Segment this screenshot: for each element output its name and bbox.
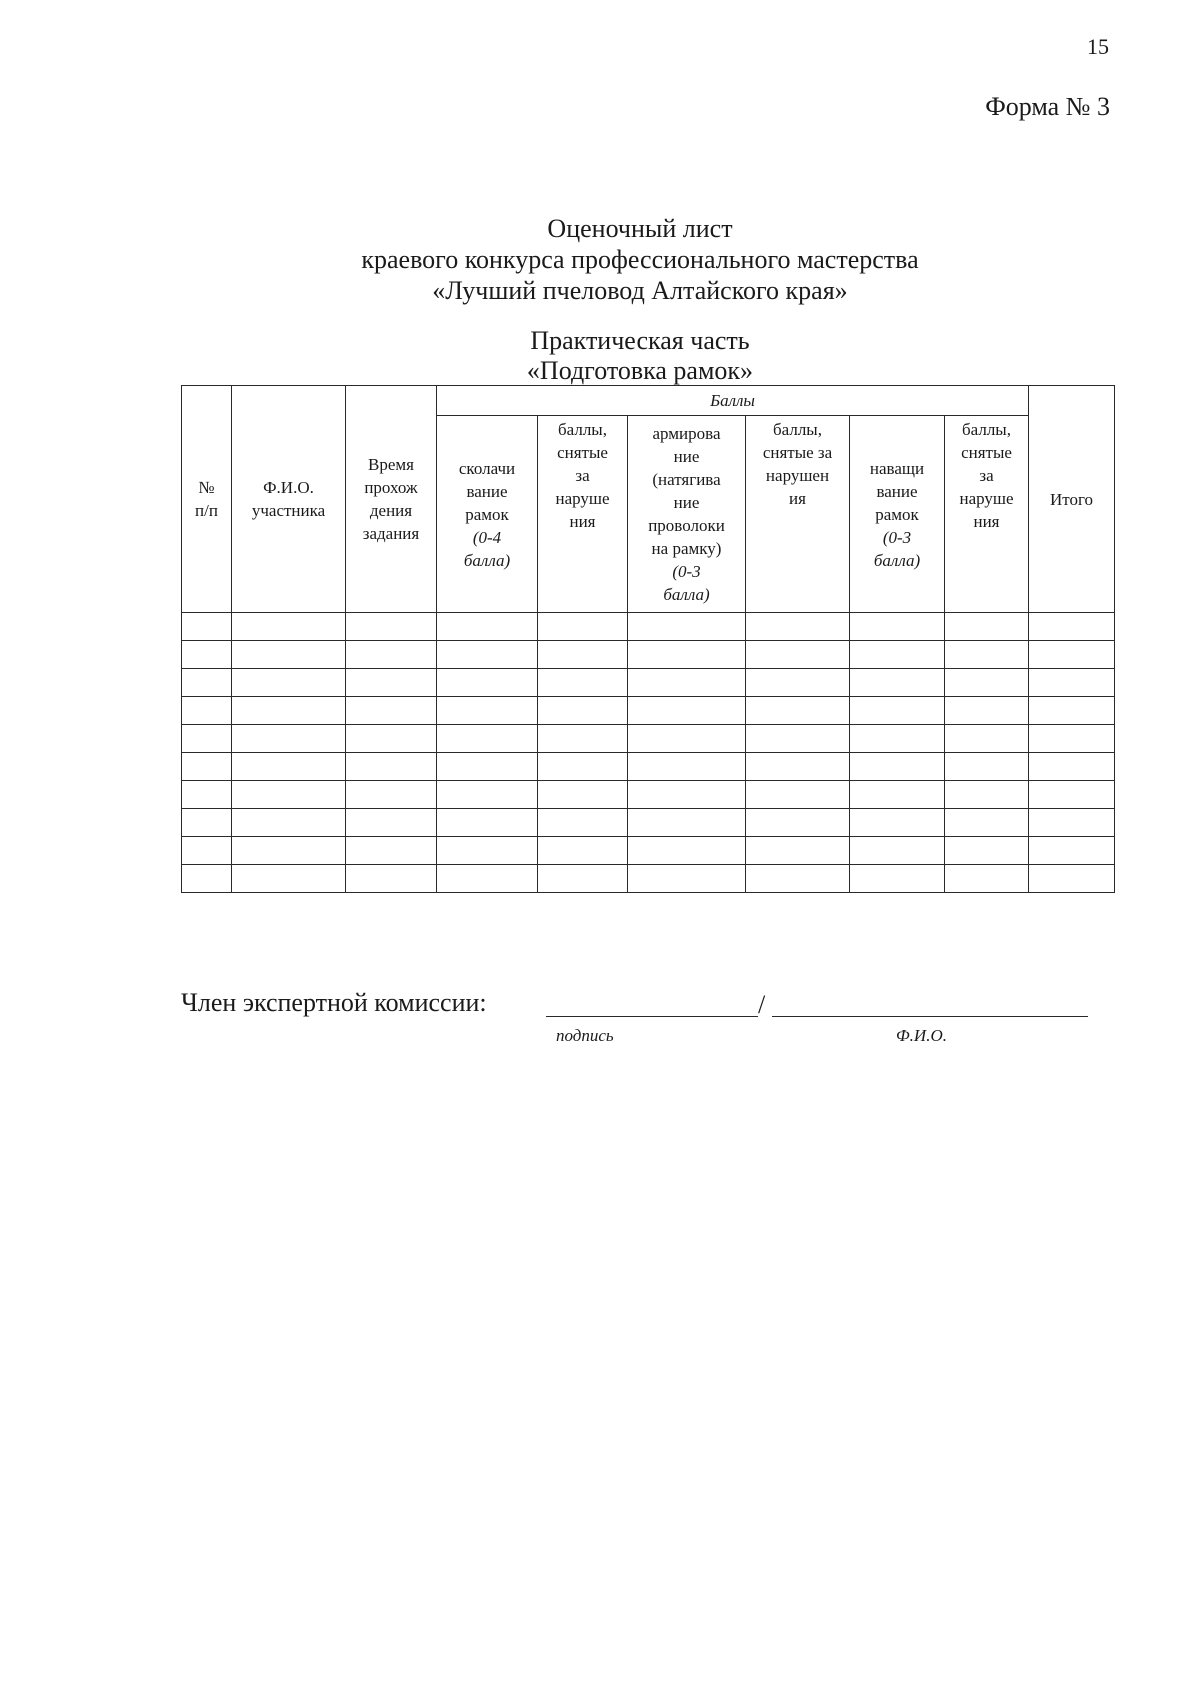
table-cell[interactable] bbox=[538, 865, 628, 893]
table-cell[interactable] bbox=[437, 865, 538, 893]
table-cell[interactable] bbox=[437, 753, 538, 781]
table-cell[interactable] bbox=[538, 781, 628, 809]
table-cell[interactable] bbox=[182, 865, 232, 893]
table-cell[interactable] bbox=[538, 641, 628, 669]
table-cell[interactable] bbox=[746, 669, 850, 697]
table-cell[interactable] bbox=[850, 865, 945, 893]
subtitle-line-1: Практическая часть bbox=[530, 326, 750, 355]
table-cell[interactable] bbox=[628, 613, 746, 641]
table-cell[interactable] bbox=[346, 613, 437, 641]
table-cell[interactable] bbox=[1029, 641, 1115, 669]
table-cell[interactable] bbox=[182, 753, 232, 781]
table-cell[interactable] bbox=[437, 837, 538, 865]
table-cell[interactable] bbox=[232, 837, 346, 865]
score-table-body bbox=[182, 613, 1115, 893]
table-cell[interactable] bbox=[746, 837, 850, 865]
table-cell[interactable] bbox=[346, 837, 437, 865]
table-cell[interactable] bbox=[746, 809, 850, 837]
table-cell[interactable] bbox=[182, 641, 232, 669]
table-cell[interactable] bbox=[346, 697, 437, 725]
header-participant-name: Ф.И.О. участника bbox=[232, 386, 346, 613]
table-cell[interactable] bbox=[628, 753, 746, 781]
table-cell[interactable] bbox=[437, 781, 538, 809]
table-cell[interactable] bbox=[538, 837, 628, 865]
signature-separator: / bbox=[758, 990, 766, 1019]
table-cell[interactable] bbox=[538, 697, 628, 725]
table-cell[interactable] bbox=[232, 641, 346, 669]
table-cell[interactable] bbox=[628, 837, 746, 865]
table-cell[interactable] bbox=[850, 837, 945, 865]
table-cell[interactable] bbox=[232, 809, 346, 837]
table-cell[interactable] bbox=[437, 669, 538, 697]
title-line-3: «Лучший пчеловод Алтайского края» bbox=[432, 276, 848, 305]
table-cell[interactable] bbox=[1029, 865, 1115, 893]
table-cell[interactable] bbox=[628, 865, 746, 893]
table-cell[interactable] bbox=[437, 725, 538, 753]
title-line-1: Оценочный лист bbox=[547, 214, 733, 243]
table-row bbox=[182, 613, 1115, 641]
table-cell[interactable] bbox=[1029, 697, 1115, 725]
table-cell[interactable] bbox=[232, 613, 346, 641]
table-cell[interactable] bbox=[232, 725, 346, 753]
header-penalty-1: баллы, снятые за наруше ния bbox=[538, 416, 628, 613]
table-cell[interactable] bbox=[232, 753, 346, 781]
header-frame-wiring: армирова ние (натягива ние проволоки на рамку) (0-3 балла) bbox=[628, 416, 746, 613]
table-cell[interactable] bbox=[628, 641, 746, 669]
table-cell[interactable] bbox=[437, 641, 538, 669]
page-number: 15 bbox=[1087, 34, 1109, 59]
table-cell[interactable] bbox=[850, 809, 945, 837]
table-cell[interactable] bbox=[850, 613, 945, 641]
table-cell[interactable] bbox=[746, 753, 850, 781]
table-cell[interactable] bbox=[746, 865, 850, 893]
table-cell[interactable] bbox=[1029, 613, 1115, 641]
table-cell[interactable] bbox=[945, 809, 1029, 837]
name-caption: Ф.И.О. bbox=[896, 1026, 947, 1045]
form-label: Форма № 3 bbox=[985, 92, 1110, 121]
document-title bbox=[290, 213, 990, 306]
subtitle-line-2: «Подготовка рамок» bbox=[526, 356, 754, 385]
section-subtitle bbox=[440, 326, 840, 386]
table-cell[interactable] bbox=[182, 837, 232, 865]
table-cell[interactable] bbox=[850, 725, 945, 753]
table-cell[interactable] bbox=[1029, 837, 1115, 865]
table-cell[interactable] bbox=[346, 809, 437, 837]
table-cell[interactable] bbox=[945, 641, 1029, 669]
table-row bbox=[182, 809, 1115, 837]
table-cell[interactable] bbox=[945, 781, 1029, 809]
table-row bbox=[182, 837, 1115, 865]
title-line-2: краевого конкурса профессионального мастерства bbox=[361, 245, 919, 274]
table-cell[interactable] bbox=[1029, 781, 1115, 809]
header-total: Итого bbox=[1029, 386, 1115, 613]
table-cell[interactable] bbox=[945, 753, 1029, 781]
table-cell[interactable] bbox=[346, 865, 437, 893]
header-scores-group: Баллы bbox=[437, 386, 1029, 416]
table-cell[interactable] bbox=[945, 725, 1029, 753]
table-cell[interactable] bbox=[538, 753, 628, 781]
table-cell[interactable] bbox=[945, 837, 1029, 865]
table-row bbox=[182, 865, 1115, 893]
header-penalty-3: баллы, снятые за наруше ния bbox=[945, 416, 1029, 613]
header-penalty-2: баллы, снятые за нарушен ия bbox=[746, 416, 850, 613]
signature-line[interactable] bbox=[546, 990, 758, 1017]
table-cell[interactable] bbox=[850, 753, 945, 781]
table-cell[interactable] bbox=[746, 697, 850, 725]
table-cell[interactable] bbox=[538, 669, 628, 697]
table-cell[interactable] bbox=[232, 669, 346, 697]
table-cell[interactable] bbox=[346, 781, 437, 809]
signature-caption: подпись bbox=[556, 1026, 614, 1045]
table-cell[interactable] bbox=[437, 697, 538, 725]
table-cell[interactable] bbox=[538, 613, 628, 641]
table-cell[interactable] bbox=[346, 669, 437, 697]
header-time: Время прохож дения задания bbox=[346, 386, 437, 613]
table-cell[interactable] bbox=[850, 781, 945, 809]
table-cell[interactable] bbox=[850, 697, 945, 725]
table-cell[interactable] bbox=[628, 669, 746, 697]
table-cell[interactable] bbox=[945, 865, 1029, 893]
table-row bbox=[182, 641, 1115, 669]
table-row bbox=[182, 753, 1115, 781]
table-cell[interactable] bbox=[346, 725, 437, 753]
header-frame-assembly: сколачи вание рамок (0-4 балла) bbox=[437, 416, 538, 613]
table-cell[interactable] bbox=[346, 753, 437, 781]
table-cell[interactable] bbox=[346, 641, 437, 669]
table-cell[interactable] bbox=[1029, 753, 1115, 781]
table-cell[interactable] bbox=[538, 725, 628, 753]
table-row bbox=[182, 781, 1115, 809]
table-cell[interactable] bbox=[1029, 809, 1115, 837]
table-cell[interactable] bbox=[232, 781, 346, 809]
table-cell[interactable] bbox=[182, 809, 232, 837]
table-cell[interactable] bbox=[182, 781, 232, 809]
table-cell[interactable] bbox=[1029, 725, 1115, 753]
header-number: № п/п bbox=[182, 386, 232, 613]
table-cell[interactable] bbox=[628, 697, 746, 725]
table-cell[interactable] bbox=[182, 725, 232, 753]
table-cell[interactable] bbox=[746, 613, 850, 641]
table-cell[interactable] bbox=[746, 781, 850, 809]
table-row bbox=[182, 669, 1115, 697]
table-cell[interactable] bbox=[945, 697, 1029, 725]
signature-label: Член экспертной комиссии: bbox=[181, 988, 487, 1017]
table-row bbox=[182, 725, 1115, 753]
table-cell[interactable] bbox=[746, 641, 850, 669]
table-row bbox=[182, 697, 1115, 725]
table-cell[interactable] bbox=[182, 697, 232, 725]
table-cell[interactable] bbox=[437, 809, 538, 837]
table-cell[interactable] bbox=[945, 669, 1029, 697]
table-cell[interactable] bbox=[538, 809, 628, 837]
score-table bbox=[181, 385, 1115, 893]
table-cell[interactable] bbox=[628, 809, 746, 837]
table-cell[interactable] bbox=[1029, 669, 1115, 697]
name-line[interactable] bbox=[772, 990, 1088, 1017]
table-cell[interactable] bbox=[850, 641, 945, 669]
table-cell[interactable] bbox=[232, 865, 346, 893]
table-cell[interactable] bbox=[182, 669, 232, 697]
table-cell[interactable] bbox=[746, 725, 850, 753]
table-cell[interactable] bbox=[628, 725, 746, 753]
table-cell[interactable] bbox=[628, 781, 746, 809]
table-cell[interactable] bbox=[437, 613, 538, 641]
table-cell[interactable] bbox=[945, 613, 1029, 641]
table-cell[interactable] bbox=[850, 669, 945, 697]
table-cell[interactable] bbox=[232, 697, 346, 725]
table-cell[interactable] bbox=[182, 613, 232, 641]
header-foundation-mounting: наващи вание рамок (0-3 балла) bbox=[850, 416, 945, 613]
